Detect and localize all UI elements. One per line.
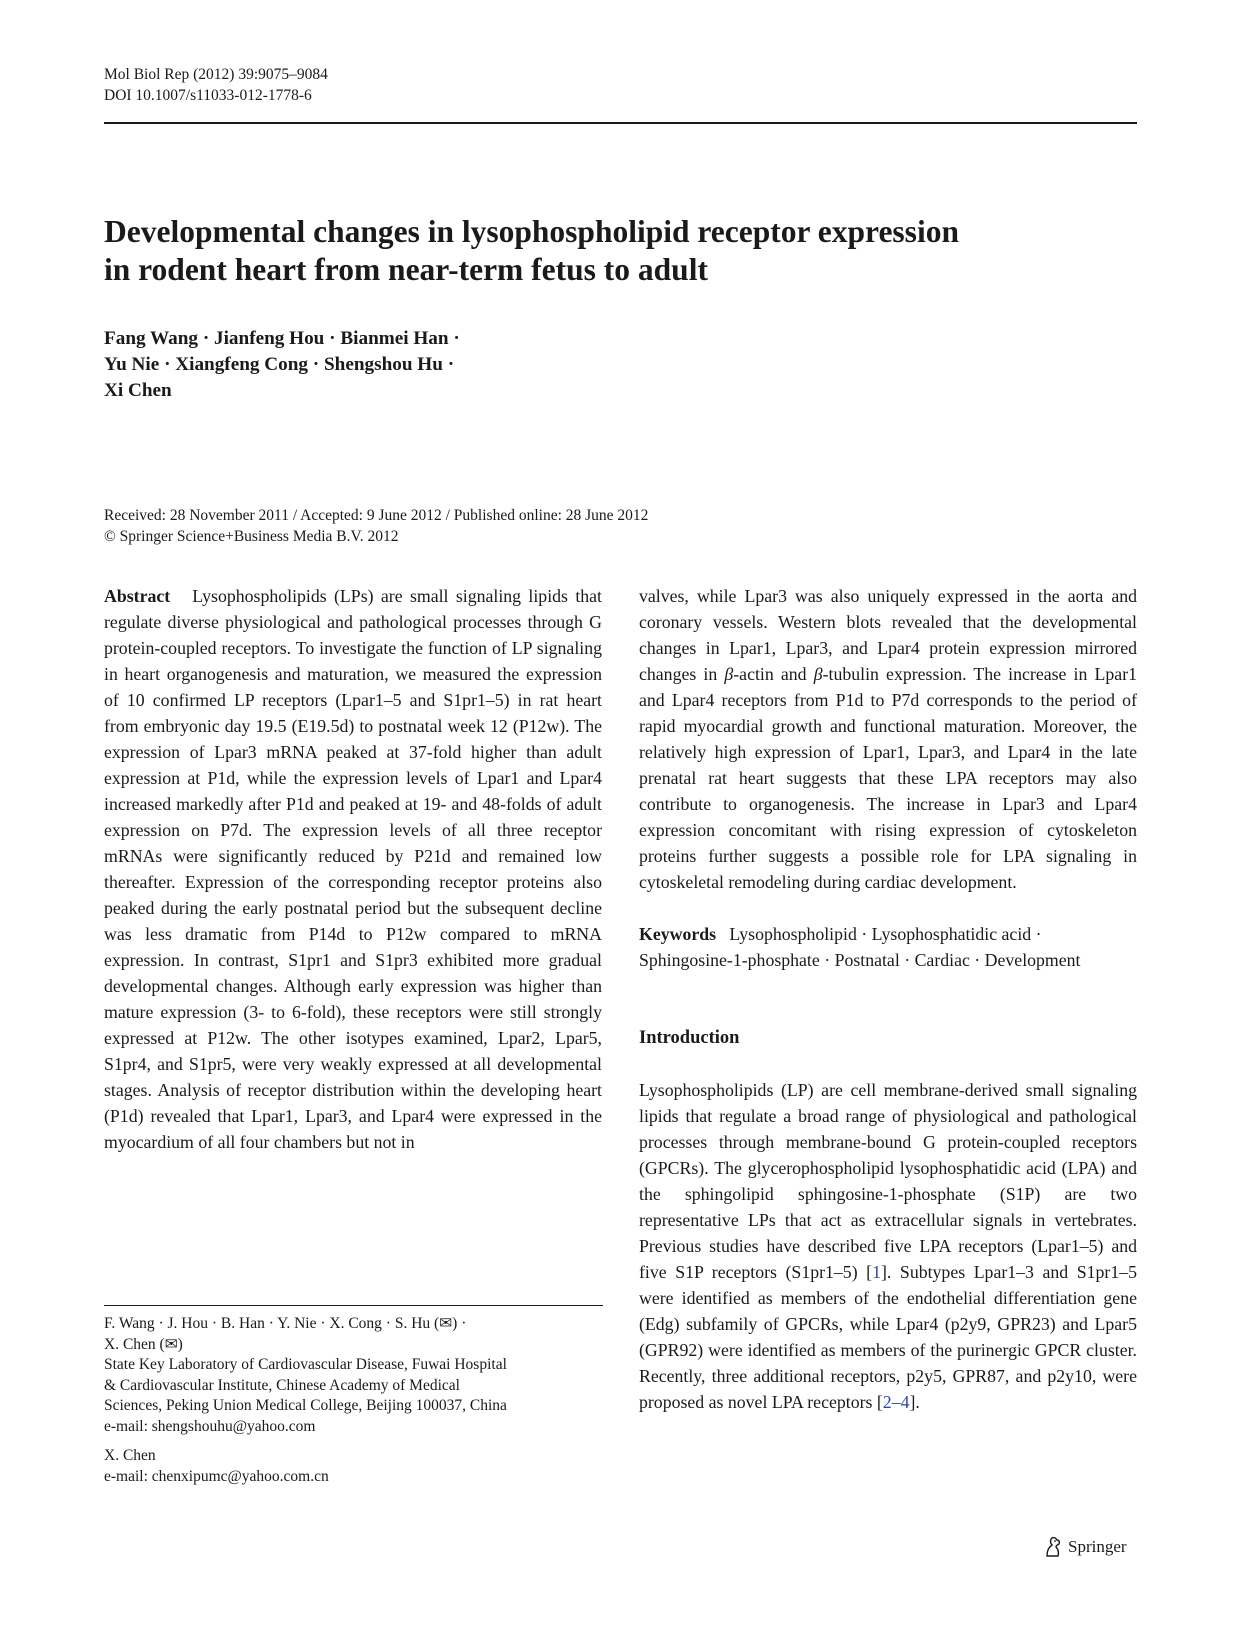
abstract-text: Lysophospholipids (LPs) are small signaling lipids that regulate diverse physiological and pathological processes through G protein-coupled receptors. To investigate the function of LP signaling in heart organogenesis and maturation, we measured the expression of 10 confirmed LP receptors (Lpar1–5 and S1pr1–5) in rat heart from embryonic day 19.5 (E19.5d) to postnatal week 12 (P12w). The expression of Lpar3 mRNA peaked at 37-fold higher than adult expression at P1d, while the expression levels of Lpar1 and Lpar4 increased markedly after P1d and peaked at 19- and 48-folds of adult expression on P7d. The expression levels of all three receptor mRNAs were significantly reduced by P21d and remained low thereafter. Expression of the corresponding receptor proteins also peaked during the early postnatal period but the subsequent decline was less dramatic from P14d to P12w compared to mRNA expression. In contrast, S1pr1 and S1pr3 exhibited more gradual developmental changes. Although early expression was higher than mature expression (3- to 6-fold), these receptors were still strongly expressed at P12w. The other isotypes examined, Lpar2, Lpar5, S1pr4, and S1pr5, were very weakly expressed at all developmental stages. Analysis of receptor distribution within the developing heart (P1d) revealed that Lpar1, Lpar3, and Lpar4 were expressed in the myocardium of all four chambers but not in [104,586,602,1152]
footnote-chen: X. Chen (✉) [104,1335,183,1353]
footnote-divider [104,1305,603,1306]
doi: DOI 10.1007/s11033-012-1778-6 [104,87,312,104]
copyright-line: © Springer Science+Business Media B.V. 2012 [104,528,399,545]
citation-link[interactable]: 2–4 [882,1392,910,1412]
title-line-1: Developmental changes in lysophospholipid receptor expression [104,214,959,249]
introduction-paragraph: Lysophospholipids (LP) are cell membrane-derived small signaling lipids that regulate a broad range of physiological and pathological processes through membrane-bound G protein-coupled receptors (GPCRs). The glycerophospholipid lysophosphatidic acid (LPA) and the sphingolipid sphingosine-1-phosphate (S1P) are two representative LPs that act as extracellular signals in vertebrates. Previous studies have described five LPA receptors (Lpar1–5) and five S1P receptors (S1pr1–5) [1]. Subtypes Lpar1–3 and S1pr1–5 were identified as members of the endothelial differentiation gene (Edg) subfamily of GPCRs, while Lpar4 (p2y9, GPR23) and Lpar5 (GPR92) were identified as members of the purinergic GPCR cluster. Recently, three additional receptors, p2y5, GPR87, and p2y10, were proposed as novel LPA receptors [2–4]. [639,1080,1138,1412]
author-footnote [104,1314,603,1487]
publisher-logo [1044,1536,1127,1558]
left-column [104,583,602,1155]
author-list [104,326,460,404]
beta-symbol: β [724,664,734,684]
abstract-paragraph [104,583,602,1155]
footnote-chen-name: X. Chen [104,1447,156,1464]
citation-link[interactable]: 1 [872,1262,881,1282]
email-hu: e-mail: shengshouhu@yahoo.com [104,1417,316,1435]
email-chen: e-mail: chenxipumc@yahoo.com.cn [104,1467,329,1485]
journal-header [104,64,328,106]
footnote-authors: F. Wang · J. Hou · B. Han · Y. Nie · X. Cong · S. Hu (✉) · [104,1315,467,1332]
beta-symbol: β [813,664,823,684]
publisher-name: Springer [1068,1537,1127,1556]
authors-line-1: Fang Wang · Jianfeng Hou · Bianmei Han · [104,328,460,349]
authors-line-2: Yu Nie · Xiangfeng Cong · Shengshou Hu · [104,354,455,375]
publication-dates [104,505,648,547]
springer-horse-icon [1044,1536,1063,1558]
title-line-2: in rodent heart from near-term fetus to adult [104,252,708,287]
keywords-text: Lysophospholipid · Lysophosphatidic acid · Sphingosine-1-phosphate · Postnatal · Cardiac · Development [639,924,1081,970]
authors-line-3: Xi Chen [104,380,172,401]
keywords-label: Keywords [639,924,717,944]
affiliation-line-1: State Key Laboratory of Cardiovascular Disease, Fuwai Hospital [104,1356,507,1373]
introduction-heading: Introduction [639,1028,740,1048]
article-title [104,213,1104,289]
right-column [639,583,1137,1415]
journal-citation: Mol Biol Rep (2012) 39:9075–9084 [104,66,328,83]
abstract-label: Abstract [104,586,171,606]
header-divider [104,122,1137,124]
keywords-paragraph [639,921,1137,973]
affiliation-line-3: Sciences, Peking Union Medical College, Beijing 100037, China [104,1397,507,1414]
affiliation-line-2: & Cardiovascular Institute, Chinese Academy of Medical [104,1376,460,1394]
received-accepted-line: Received: 28 November 2011 / Accepted: 9 June 2012 / Published online: 28 June 2012 [104,507,649,524]
abstract-continuation: valves, while Lpar3 was also uniquely expressed in the aorta and coronary vessels. Western blots revealed that the developmental changes in Lpar1, Lpar3, and Lpar4 protein expression mirrored changes in β-actin and β-tubulin expression. The increase in Lpar1 and Lpar4 receptors from P1d to P7d corresponds to the period of rapid myocardial growth and functional maturation. Moreover, the relatively high expression of Lpar1, Lpar3, and Lpar4 in the late prenatal rat heart suggests that these LPA receptors may also contribute to organogenesis. The increase in Lpar3 and Lpar4 expression concomitant with rising expression of cytoskeleton proteins further suggests a possible role for LPA signaling in cytoskeletal remodeling during cardiac development. [639,586,1138,892]
